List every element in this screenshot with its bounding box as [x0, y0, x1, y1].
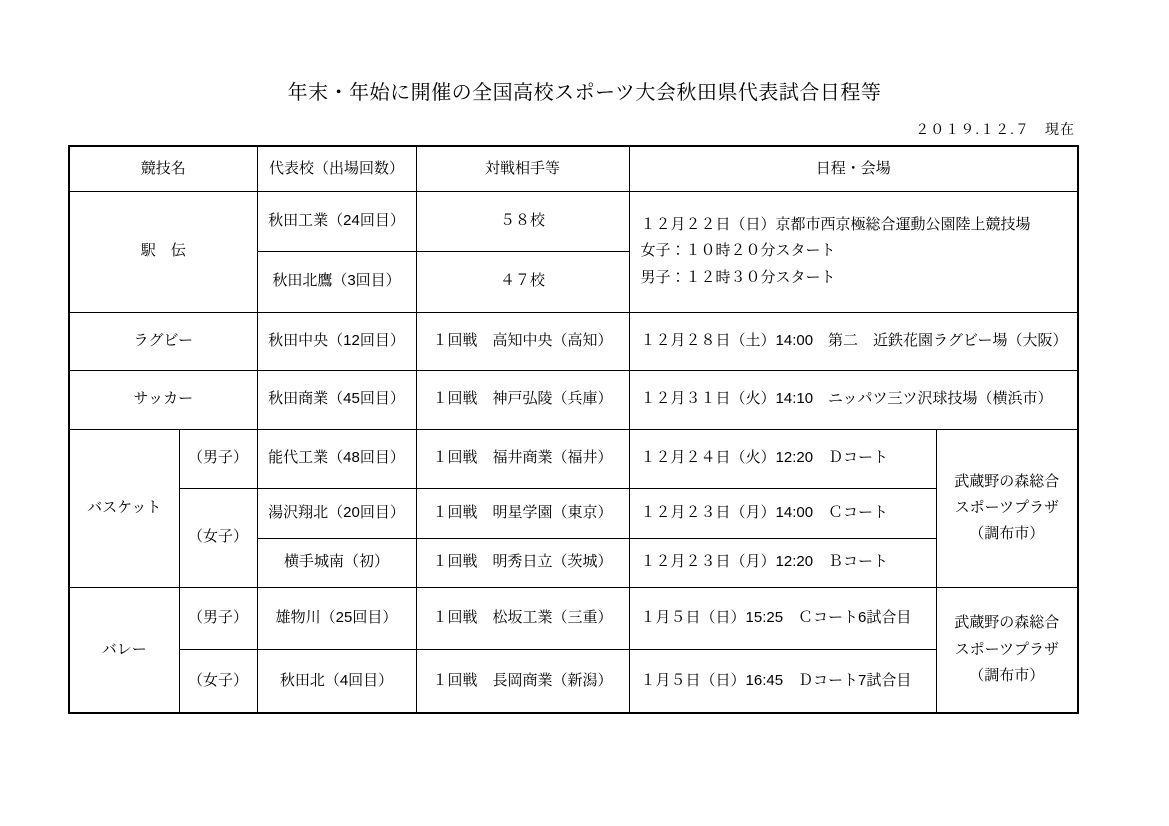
school-cell: 湯沢翔北（20回目）	[257, 488, 416, 538]
schedule-cell: １２月２２日（日）京都市西京極総合運動公園陸上競技場 女子：１０時２０分スタート 男子：１２時３０分スタート	[629, 191, 1078, 312]
school-cell: 秋田商業（45回目）	[257, 370, 416, 429]
opponent-cell: １回戦 松坂工業（三重）	[416, 587, 629, 649]
venue-cell: 武蔵野の森総合 スポーツプラザ （調布市）	[936, 587, 1078, 713]
venue-cell: 武蔵野の森総合 スポーツプラザ （調布市）	[936, 429, 1078, 587]
school-cell: 秋田北鷹（3回目）	[257, 251, 416, 312]
table-row-volleyball-men	[69, 587, 1078, 649]
schedule-cell: １２月３１日（火）14:10 ニッパツ三ツ沢球技場（横浜市）	[629, 370, 1078, 429]
gender-cell: （女子）	[179, 649, 257, 713]
school-cell: 能代工業（48回目）	[257, 429, 416, 488]
sport-name-cell: 駅 伝	[69, 191, 257, 312]
gender-cell: （男子）	[179, 429, 257, 488]
table-row-soccer	[69, 370, 1078, 429]
column-header-opponent: 対戦相手等	[416, 146, 629, 191]
school-cell: 雄物川（25回目）	[257, 587, 416, 649]
opponent-cell: ４７校	[416, 251, 629, 312]
table-row-volleyball-women	[69, 649, 1078, 713]
column-header-schedule: 日程・会場	[629, 146, 1078, 191]
column-header-school: 代表校（出場回数）	[257, 146, 416, 191]
table-row-rugby	[69, 312, 1078, 370]
school-cell: 横手城南（初）	[257, 538, 416, 587]
column-header-sport: 競技名	[69, 146, 257, 191]
opponent-cell: １回戦 明秀日立（茨城）	[416, 538, 629, 587]
schedule-cell: １月５日（日）15:25 Ｃコート6試合目	[629, 587, 936, 649]
as-of-date: ２０１９.１２.７ 現在	[915, 121, 1075, 137]
header-row	[69, 146, 1078, 191]
opponent-cell: １回戦 明星学園（東京）	[416, 488, 629, 538]
school-cell: 秋田工業（24回目）	[257, 191, 416, 251]
schedule-cell: １２月２３日（月）12:20 Ｂコート	[629, 538, 936, 587]
schedule-cell: １２月２３日（月）14:00 Ｃコート	[629, 488, 936, 538]
sport-name-cell: バレー	[69, 587, 179, 713]
table-row-ekiden-1	[69, 191, 1078, 251]
opponent-cell: １回戦 高知中央（高知）	[416, 312, 629, 370]
opponent-cell: ５８校	[416, 191, 629, 251]
page-title: 年末・年始に開催の全国高校スポーツ大会秋田県代表試合日程等	[287, 82, 882, 104]
schedule-table	[68, 145, 1079, 714]
opponent-cell: １回戦 福井商業（福井）	[416, 429, 629, 488]
opponent-cell: １回戦 神戸弘陵（兵庫）	[416, 370, 629, 429]
table-row-basketball-men	[69, 429, 1078, 488]
sport-name-cell: サッカー	[69, 370, 257, 429]
school-cell: 秋田中央（12回目）	[257, 312, 416, 370]
gender-cell: （男子）	[179, 587, 257, 649]
schedule-cell: １２月２４日（火）12:20 Ｄコート	[629, 429, 936, 488]
school-cell: 秋田北（4回目）	[257, 649, 416, 713]
opponent-cell: １回戦 長岡商業（新潟）	[416, 649, 629, 713]
sport-name-cell: バスケット	[69, 429, 179, 587]
gender-cell: （女子）	[179, 488, 257, 587]
sport-name-cell: ラグビー	[69, 312, 257, 370]
schedule-cell: １２月２８日（土）14:00 第二 近鉄花園ラグビー場（大阪）	[629, 312, 1078, 370]
schedule-cell: １月５日（日）16:45 Ｄコート7試合目	[629, 649, 936, 713]
table-row-basketball-women-1	[69, 488, 1078, 538]
